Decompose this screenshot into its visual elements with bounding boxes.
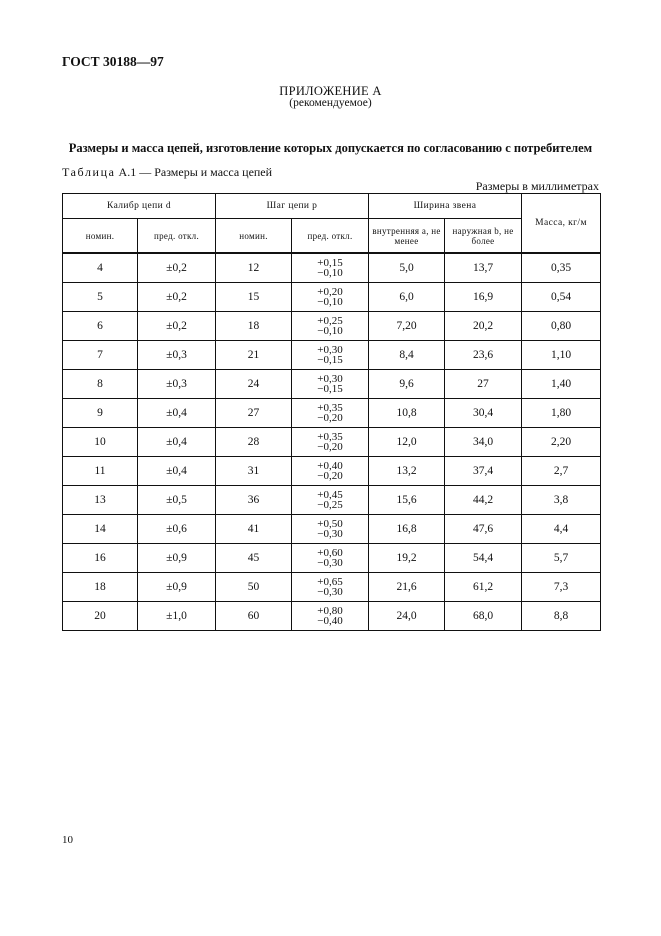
page-number: 10 bbox=[62, 834, 73, 846]
cell-caliber-nominal: 4 bbox=[63, 253, 138, 283]
pitch-tolerance-upper: +0,65 bbox=[317, 575, 343, 588]
pitch-tolerance-upper: +0,20 bbox=[317, 285, 343, 298]
cell-pitch-nominal: 15 bbox=[216, 283, 292, 312]
cell-caliber-nominal: 20 bbox=[63, 602, 138, 631]
pitch-tolerance-lower: −0,20 bbox=[317, 412, 343, 424]
cell-inner-width: 7,20 bbox=[369, 312, 445, 341]
appendix-status: (рекомендуемое) bbox=[289, 97, 372, 109]
table-row bbox=[63, 457, 601, 486]
cell-caliber-tolerance: ±0,3 bbox=[138, 370, 216, 399]
cell-pitch-nominal: 27 bbox=[216, 399, 292, 428]
pitch-tolerance-upper: +0,15 bbox=[317, 256, 343, 269]
table-row bbox=[63, 253, 601, 283]
cell-caliber-tolerance: ±0,2 bbox=[138, 312, 216, 341]
pitch-tolerance-lower: −0,40 bbox=[317, 615, 343, 627]
cell-caliber-tolerance: ±0,9 bbox=[138, 573, 216, 602]
table-caption-prefix: Таблица bbox=[62, 165, 116, 179]
cell-caliber-nominal: 7 bbox=[63, 341, 138, 370]
cell-mass: 2,7 bbox=[522, 457, 601, 486]
pitch-tolerance-upper: +0,45 bbox=[317, 488, 343, 501]
pitch-tolerance-upper: +0,30 bbox=[317, 372, 343, 385]
header-caliber: Калибр цепи d bbox=[63, 194, 216, 219]
cell-pitch-nominal: 50 bbox=[216, 573, 292, 602]
pitch-tolerance-lower: −0,20 bbox=[317, 470, 343, 482]
header-pitch-nominal: номин. bbox=[216, 219, 292, 254]
cell-caliber-tolerance: ±0,4 bbox=[138, 428, 216, 457]
cell-caliber-tolerance: ±0,9 bbox=[138, 544, 216, 573]
standard-number: ГОСТ 30188—97 bbox=[62, 54, 164, 69]
table-subheader-row bbox=[63, 219, 601, 254]
cell-pitch-nominal: 36 bbox=[216, 486, 292, 515]
cell-pitch-tolerance bbox=[292, 341, 369, 370]
table-row bbox=[63, 515, 601, 544]
table-row bbox=[63, 399, 601, 428]
cell-pitch-nominal: 12 bbox=[216, 253, 292, 283]
table-caption-dash: — bbox=[139, 165, 152, 179]
cell-caliber-nominal: 11 bbox=[63, 457, 138, 486]
cell-mass: 4,4 bbox=[522, 515, 601, 544]
cell-pitch-tolerance bbox=[292, 457, 369, 486]
table-row bbox=[63, 573, 601, 602]
cell-caliber-nominal: 18 bbox=[63, 573, 138, 602]
pitch-tolerance-upper: +0,40 bbox=[317, 459, 343, 472]
header-width-inner: внутренняя a, не менее bbox=[369, 219, 445, 254]
cell-inner-width: 10,8 bbox=[369, 399, 445, 428]
chain-dimensions-table bbox=[62, 193, 601, 631]
cell-mass: 8,8 bbox=[522, 602, 601, 631]
cell-pitch-nominal: 31 bbox=[216, 457, 292, 486]
cell-caliber-tolerance: ±0,2 bbox=[138, 253, 216, 283]
cell-inner-width: 19,2 bbox=[369, 544, 445, 573]
header-caliber-nominal: номин. bbox=[63, 219, 138, 254]
pitch-tolerance-lower: −0,20 bbox=[317, 441, 343, 453]
cell-caliber-tolerance: ±0,4 bbox=[138, 457, 216, 486]
cell-inner-width: 5,0 bbox=[369, 253, 445, 283]
cell-outer-width: 16,9 bbox=[445, 283, 522, 312]
cell-inner-width: 8,4 bbox=[369, 341, 445, 370]
cell-mass: 2,20 bbox=[522, 428, 601, 457]
cell-outer-width: 61,2 bbox=[445, 573, 522, 602]
header-pitch-tolerance: пред. откл. bbox=[292, 219, 369, 254]
pitch-tolerance-lower: −0,10 bbox=[317, 325, 343, 337]
table-row bbox=[63, 428, 601, 457]
cell-caliber-nominal: 5 bbox=[63, 283, 138, 312]
cell-pitch-nominal: 28 bbox=[216, 428, 292, 457]
cell-mass: 5,7 bbox=[522, 544, 601, 573]
pitch-tolerance-upper: +0,30 bbox=[317, 343, 343, 356]
pitch-tolerance-upper: +0,25 bbox=[317, 314, 343, 327]
cell-caliber-nominal: 14 bbox=[63, 515, 138, 544]
header-width-outer: наружная b, не более bbox=[445, 219, 522, 254]
cell-outer-width: 27 bbox=[445, 370, 522, 399]
cell-mass: 1,10 bbox=[522, 341, 601, 370]
cell-mass: 0,80 bbox=[522, 312, 601, 341]
cell-pitch-nominal: 60 bbox=[216, 602, 292, 631]
cell-pitch-nominal: 18 bbox=[216, 312, 292, 341]
table-header-row bbox=[63, 194, 601, 219]
cell-pitch-tolerance bbox=[292, 370, 369, 399]
cell-inner-width: 12,0 bbox=[369, 428, 445, 457]
cell-pitch-tolerance bbox=[292, 544, 369, 573]
pitch-tolerance-upper: +0,80 bbox=[317, 604, 343, 617]
pitch-tolerance-lower: −0,30 bbox=[317, 528, 343, 540]
cell-pitch-tolerance bbox=[292, 312, 369, 341]
cell-pitch-nominal: 45 bbox=[216, 544, 292, 573]
cell-outer-width: 54,4 bbox=[445, 544, 522, 573]
cell-outer-width: 44,2 bbox=[445, 486, 522, 515]
pitch-tolerance-lower: −0,25 bbox=[317, 499, 343, 511]
table-caption-number: А.1 bbox=[118, 165, 137, 179]
cell-mass: 1,40 bbox=[522, 370, 601, 399]
cell-pitch-tolerance bbox=[292, 399, 369, 428]
cell-outer-width: 37,4 bbox=[445, 457, 522, 486]
table-row bbox=[63, 370, 601, 399]
pitch-tolerance-lower: −0,30 bbox=[317, 586, 343, 598]
cell-outer-width: 20,2 bbox=[445, 312, 522, 341]
cell-inner-width: 16,8 bbox=[369, 515, 445, 544]
pitch-tolerance-lower: −0,10 bbox=[317, 267, 343, 279]
table-caption bbox=[62, 165, 272, 180]
cell-pitch-tolerance bbox=[292, 515, 369, 544]
cell-inner-width: 13,2 bbox=[369, 457, 445, 486]
cell-inner-width: 24,0 bbox=[369, 602, 445, 631]
cell-inner-width: 15,6 bbox=[369, 486, 445, 515]
cell-pitch-tolerance bbox=[292, 253, 369, 283]
cell-mass: 3,8 bbox=[522, 486, 601, 515]
appendix-title: ПРИЛОЖЕНИЕ А bbox=[279, 84, 382, 98]
cell-caliber-nominal: 9 bbox=[63, 399, 138, 428]
cell-caliber-nominal: 6 bbox=[63, 312, 138, 341]
pitch-tolerance-upper: +0,35 bbox=[317, 430, 343, 443]
cell-caliber-tolerance: ±1,0 bbox=[138, 602, 216, 631]
table-caption-title: Размеры и масса цепей bbox=[154, 165, 273, 179]
cell-outer-width: 30,4 bbox=[445, 399, 522, 428]
cell-pitch-tolerance bbox=[292, 486, 369, 515]
table-row bbox=[63, 341, 601, 370]
cell-caliber-nominal: 16 bbox=[63, 544, 138, 573]
table-row bbox=[63, 486, 601, 515]
cell-caliber-tolerance: ±0,2 bbox=[138, 283, 216, 312]
cell-mass: 7,3 bbox=[522, 573, 601, 602]
cell-outer-width: 68,0 bbox=[445, 602, 522, 631]
cell-mass: 0,54 bbox=[522, 283, 601, 312]
cell-caliber-nominal: 13 bbox=[63, 486, 138, 515]
cell-pitch-nominal: 21 bbox=[216, 341, 292, 370]
pitch-tolerance-upper: +0,50 bbox=[317, 517, 343, 530]
cell-outer-width: 13,7 bbox=[445, 253, 522, 283]
cell-pitch-tolerance bbox=[292, 573, 369, 602]
pitch-tolerance-upper: +0,35 bbox=[317, 401, 343, 414]
header-caliber-tolerance: пред. откл. bbox=[138, 219, 216, 254]
pitch-tolerance-lower: −0,15 bbox=[317, 354, 343, 366]
pitch-tolerance-lower: −0,30 bbox=[317, 557, 343, 569]
cell-caliber-tolerance: ±0,3 bbox=[138, 341, 216, 370]
cell-caliber-tolerance: ±0,6 bbox=[138, 515, 216, 544]
pitch-tolerance-lower: −0,15 bbox=[317, 383, 343, 395]
table-row bbox=[63, 283, 601, 312]
cell-pitch-tolerance bbox=[292, 283, 369, 312]
cell-inner-width: 9,6 bbox=[369, 370, 445, 399]
pitch-tolerance-lower: −0,10 bbox=[317, 296, 343, 308]
table-row bbox=[63, 602, 601, 631]
table-row bbox=[63, 312, 601, 341]
cell-pitch-nominal: 41 bbox=[216, 515, 292, 544]
cell-pitch-nominal: 24 bbox=[216, 370, 292, 399]
header-mass: Масса, кг/м bbox=[522, 194, 601, 254]
cell-caliber-tolerance: ±0,4 bbox=[138, 399, 216, 428]
units-note: Размеры в миллиметрах bbox=[475, 179, 599, 193]
pitch-tolerance-upper: +0,60 bbox=[317, 546, 343, 559]
section-heading: Размеры и масса цепей, изготовление которых допускается по согласованию с потребителем bbox=[68, 141, 593, 155]
cell-mass: 0,35 bbox=[522, 253, 601, 283]
header-pitch: Шаг цепи p bbox=[216, 194, 369, 219]
cell-outer-width: 34,0 bbox=[445, 428, 522, 457]
cell-pitch-tolerance bbox=[292, 428, 369, 457]
cell-inner-width: 21,6 bbox=[369, 573, 445, 602]
cell-mass: 1,80 bbox=[522, 399, 601, 428]
cell-pitch-tolerance bbox=[292, 602, 369, 631]
cell-caliber-tolerance: ±0,5 bbox=[138, 486, 216, 515]
cell-outer-width: 47,6 bbox=[445, 515, 522, 544]
cell-outer-width: 23,6 bbox=[445, 341, 522, 370]
cell-inner-width: 6,0 bbox=[369, 283, 445, 312]
header-width: Ширина звена bbox=[369, 194, 522, 219]
table-row bbox=[63, 544, 601, 573]
cell-caliber-nominal: 8 bbox=[63, 370, 138, 399]
cell-caliber-nominal: 10 bbox=[63, 428, 138, 457]
